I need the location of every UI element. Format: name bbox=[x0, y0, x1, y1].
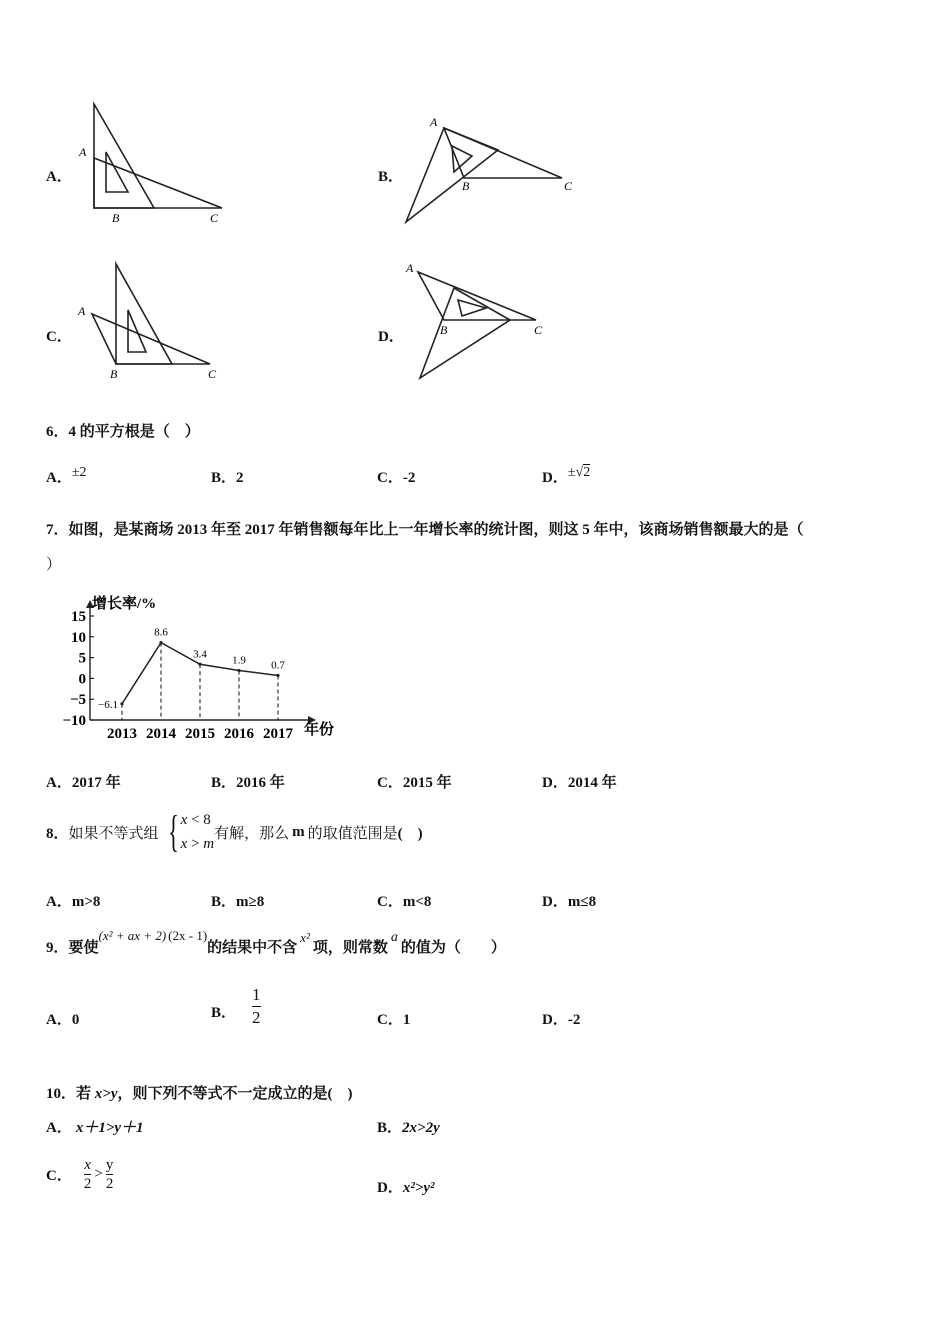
q9-option-a-label: A． bbox=[46, 1012, 72, 1028]
chart-point bbox=[237, 669, 240, 672]
q8-option-a-label: A． bbox=[46, 894, 72, 910]
q7-option-c[interactable] bbox=[377, 771, 452, 792]
chart-x-tick-label: 2016 bbox=[224, 726, 254, 742]
q9-option-c-label: C． bbox=[377, 1012, 403, 1028]
chart-x-tick-label: 2015 bbox=[185, 726, 215, 742]
q10-option-a-label: A． bbox=[46, 1120, 72, 1136]
q8-option-b-label: B． bbox=[211, 894, 237, 910]
q9-option-a-value: 0 bbox=[71, 1012, 80, 1028]
q8-post: 有解，那么 bbox=[214, 825, 290, 842]
q8-pre: 如果不等式组 bbox=[68, 825, 159, 842]
q10-stem bbox=[46, 1082, 352, 1103]
q5-c-point-c: C bbox=[208, 367, 217, 381]
sqrt-icon: √ bbox=[575, 465, 584, 480]
q5-d-point-b: B bbox=[440, 323, 448, 337]
q8-sys1-var: x bbox=[180, 812, 188, 828]
q8-option-b[interactable] bbox=[211, 890, 264, 911]
chart-point bbox=[198, 663, 201, 666]
q9-expr1: (x² + ax + 2) bbox=[98, 928, 167, 943]
q6-option-d-pm: ± bbox=[567, 465, 576, 480]
q5-d-point-c: C bbox=[534, 323, 543, 337]
q6-option-b[interactable] bbox=[211, 466, 244, 487]
q10-c-right-den: 2 bbox=[105, 1175, 114, 1192]
q9-option-b-fraction bbox=[252, 984, 261, 1029]
q9-expr2: (2x - 1) bbox=[168, 928, 208, 943]
chart-point bbox=[159, 641, 162, 644]
q9-stem bbox=[46, 926, 506, 957]
q10-c-left-den: 2 bbox=[83, 1175, 92, 1192]
q9-post: 的值为（ ） bbox=[400, 940, 506, 956]
q7-option-b[interactable] bbox=[211, 771, 285, 792]
q10-post: ，则下列不等式不一定成立的是( ) bbox=[117, 1086, 353, 1102]
q7-stem: 7．如图，是某商场 2013 年至 2017 年销售额每年比上一年增长率的统计图，则这 5 年中，该商场销售额最大的是（ bbox=[46, 522, 804, 538]
chart-data-label: 1.9 bbox=[232, 654, 246, 667]
q10-option-c-right bbox=[106, 1156, 114, 1193]
q9-option-d-value: -2 bbox=[567, 1012, 581, 1028]
q7-option-a-value: 2017 年 bbox=[71, 775, 121, 791]
q6-option-d-label: D． bbox=[542, 470, 568, 486]
chart-y-tick-label: 10 bbox=[71, 629, 86, 646]
q8-option-c[interactable] bbox=[377, 890, 431, 911]
q8-sys1-op: < bbox=[187, 812, 204, 828]
q9-option-c[interactable] bbox=[377, 1008, 410, 1029]
q6-option-d[interactable] bbox=[542, 466, 590, 487]
q7-option-d[interactable] bbox=[542, 771, 617, 792]
q6-stem: 6．4 的平方根是（ ） bbox=[46, 424, 200, 440]
q10-option-d-label: D． bbox=[377, 1180, 403, 1196]
q8-m: m bbox=[292, 823, 305, 840]
q8-post2: 的取值范围是 bbox=[307, 825, 398, 842]
q8-paren: ( ) bbox=[397, 825, 423, 842]
q10-option-b[interactable] bbox=[377, 1116, 440, 1137]
q9-mid: 的结果中不含 bbox=[207, 940, 298, 956]
q10-pre: 10．若 bbox=[46, 1086, 95, 1102]
chart-xlabel: 年份 bbox=[304, 722, 335, 738]
q10-c-right-num: y bbox=[105, 1156, 114, 1173]
q9-option-b-num: 1 bbox=[252, 985, 261, 1004]
q9-option-c-value: 1 bbox=[402, 1012, 411, 1028]
q8-sys1-val: 8 bbox=[203, 812, 211, 828]
q5-figure-b bbox=[400, 110, 590, 230]
q5-option-a-label: A． bbox=[46, 169, 72, 185]
q7-option-b-value: 2016 年 bbox=[236, 775, 285, 791]
q10-option-d-value: x²>y² bbox=[402, 1180, 435, 1196]
q5-b-point-a: A bbox=[430, 115, 438, 129]
q9-option-a[interactable] bbox=[46, 1008, 79, 1029]
q5-a-point-c: C bbox=[210, 211, 219, 225]
q8-sys2-var: x bbox=[180, 836, 188, 852]
q8-option-a[interactable] bbox=[46, 890, 100, 911]
q10-option-b-label: B． bbox=[377, 1120, 403, 1136]
q8-option-d-value: m≤8 bbox=[567, 894, 597, 910]
q6-option-b-label: B． bbox=[211, 470, 237, 486]
chart-x-tick-label: 2014 bbox=[146, 726, 176, 742]
q9-option-b-den: 2 bbox=[252, 1008, 261, 1027]
q10-option-c-label: C． bbox=[46, 1167, 72, 1184]
q7-option-a-label: A． bbox=[46, 775, 72, 791]
q8-option-b-value: m≥8 bbox=[236, 894, 265, 910]
q7-stem-end: ） bbox=[46, 557, 62, 573]
q6-option-d-radicand: 2 bbox=[583, 465, 591, 480]
q5-figure-d bbox=[400, 258, 570, 384]
q5-option-b-label: B． bbox=[378, 169, 404, 185]
q10-option-a[interactable] bbox=[46, 1116, 144, 1137]
q8-option-c-label: C． bbox=[377, 894, 403, 910]
chart-y-tick-label: 15 bbox=[71, 609, 86, 625]
q5-d-point-a: A bbox=[406, 261, 414, 275]
q5-a-point-a: A bbox=[79, 145, 87, 159]
q7-option-d-label: D． bbox=[542, 775, 568, 791]
q8-system bbox=[181, 808, 214, 856]
q10-option-c[interactable] bbox=[46, 1150, 113, 1198]
chart-x-tick-label: 2017 bbox=[263, 726, 293, 742]
q6-option-c-label: C． bbox=[377, 470, 403, 486]
q10-c-op: > bbox=[94, 1165, 103, 1182]
q8-sys2-op: > bbox=[187, 836, 204, 852]
q10-option-c-left bbox=[84, 1156, 92, 1193]
q5-figure-c bbox=[72, 260, 232, 385]
q6-option-c[interactable] bbox=[377, 466, 415, 487]
q6-option-a-value: ±2 bbox=[71, 465, 87, 480]
chart-x-tick-label: 2013 bbox=[107, 726, 137, 742]
q9-option-d[interactable] bbox=[542, 1008, 580, 1029]
q10-cond: x>y bbox=[94, 1086, 118, 1102]
q6-option-a[interactable] bbox=[46, 466, 87, 487]
q5-c-point-a: A bbox=[78, 304, 86, 318]
q5-option-d-label: D． bbox=[378, 329, 404, 345]
q7-option-c-value: 2015 年 bbox=[402, 775, 452, 791]
q6-option-c-value: -2 bbox=[402, 470, 416, 486]
q8-sys2-val: m bbox=[203, 836, 215, 852]
q5-a-point-b: B bbox=[112, 211, 120, 225]
q10-c-left-num: x bbox=[84, 1156, 91, 1173]
chart-data-label: −6.1 bbox=[98, 698, 118, 711]
chart-y-tick-label: −10 bbox=[62, 713, 86, 729]
q5-b-point-b: B bbox=[462, 179, 470, 193]
q5-b-point-c: C bbox=[564, 179, 573, 193]
q9-option-b-label: B． bbox=[211, 1005, 237, 1021]
q7-option-b-label: B． bbox=[211, 775, 237, 791]
chart-ylabel: 增长率/% bbox=[92, 596, 157, 612]
q7-option-d-value: 2014 年 bbox=[567, 775, 617, 791]
q9-option-d-label: D． bbox=[542, 1012, 568, 1028]
chart-point bbox=[120, 702, 123, 705]
chart-data-label: 3.4 bbox=[193, 648, 207, 661]
q5-c-point-b: B bbox=[110, 367, 118, 381]
q7-option-c-label: C． bbox=[377, 775, 403, 791]
q5-figure-a bbox=[72, 98, 232, 228]
q8-number: 8． bbox=[46, 825, 69, 842]
q9-term: x² bbox=[300, 930, 310, 945]
q10-option-b-value: 2x>2y bbox=[402, 1120, 440, 1136]
brace-icon: { bbox=[167, 807, 179, 856]
q9-option-b[interactable] bbox=[211, 984, 261, 1029]
q9-pre: 9．要使 bbox=[46, 940, 99, 956]
chart-y-tick-label: −5 bbox=[69, 692, 86, 709]
chart-data-label: 0.7 bbox=[271, 659, 285, 672]
q8-stem bbox=[46, 805, 423, 859]
q7-chart bbox=[50, 588, 350, 748]
q8-option-a-value: m>8 bbox=[71, 894, 101, 910]
q6-option-b-value: 2 bbox=[236, 470, 244, 486]
chart-point bbox=[276, 674, 279, 677]
q9-const: a bbox=[390, 930, 398, 945]
q6-option-a-label: A． bbox=[46, 470, 72, 486]
q8-option-d[interactable] bbox=[542, 890, 596, 911]
q8-option-d-label: D． bbox=[542, 894, 568, 910]
q5-option-c-label: C． bbox=[46, 329, 72, 345]
q8-option-c-value: m<8 bbox=[402, 894, 432, 910]
q10-option-a-value: x＋1>y＋1 bbox=[75, 1120, 144, 1136]
q7-option-a[interactable] bbox=[46, 771, 121, 792]
chart-y-tick-label: 5 bbox=[78, 650, 86, 667]
chart-y-tick-label: 0 bbox=[78, 671, 86, 688]
q10-option-d[interactable] bbox=[377, 1176, 435, 1197]
chart-data-label: 8.6 bbox=[154, 626, 168, 639]
q9-mid2: 项，则常数 bbox=[312, 940, 388, 956]
